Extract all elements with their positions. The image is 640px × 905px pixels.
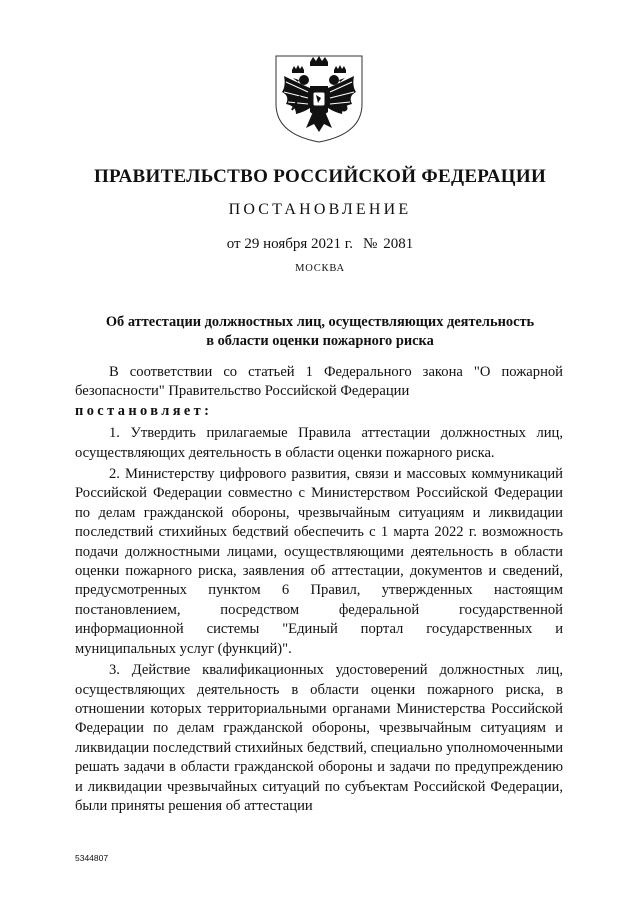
subject-line-1: Об аттестации должностных лиц, осуществляющих деятельность <box>105 314 535 330</box>
document-date: от 29 ноября 2021 г. <box>226 236 353 252</box>
government-title: ПРАВИТЕЛЬСТВО РОССИЙСКОЙ ФЕДЕРАЦИИ <box>93 166 547 187</box>
document-code: 5344807 <box>75 853 109 863</box>
resolves-word: постановляет: <box>75 402 213 419</box>
document-body <box>75 363 563 818</box>
paragraph-item-2: 2. Министерству цифрового развития, связи и массовых коммуникаций Российской Федерации совместно с Министерством Российской Федерации по делам гражданской обороны, чрезвычайным ситуациям и ликвидации последствий стихийных бедствий обеспечить с 1 марта 2022 г. возможность подачи должностными лицами, осуществляющими деятельность в области оценки пожарного риска, заявления об аттестации, документов и сведений, предусмотренных пунктом 6 Правил, утвержденных настоящим постановлением, посредством федеральной государственной информационной системы "Единый портал государственных и муниципальных услуг (функций)". <box>75 466 563 657</box>
document-date-line <box>0 236 640 253</box>
city: МОСКВА <box>295 263 345 274</box>
paragraph-item-1: 1. Утвердить прилагаемые Правила аттестации должностных лиц, осуществляющих деятельность в области оценки пожарного риска. <box>75 425 563 461</box>
document-type: ПОСТАНОВЛЕНИЕ <box>228 201 412 218</box>
number-sign: № <box>362 236 378 252</box>
document-subject <box>80 313 560 351</box>
preamble-paragraph: В соответствии со статьей 1 Федерального закона "О пожарной безопасности" Правительство Российской Федерации <box>75 364 563 400</box>
paragraph-item-3: 3. Действие квалификационных удостоверений должностных лиц, осуществляющих деятельность в области оценки пожарного риска, в отношении которых территориальными органами Министерства Российской Федерации по делам гражданской обороны, чрезвычайным ситуациям и ликвидации последствий стихийных бедствий, специально уполномоченными решать задачи в области гражданской обороны и задачи по предупреждению и ликвидации чрезвычайных ситуаций по субъектам Российской Федерации, были приняты решения об аттестации <box>75 662 564 814</box>
subject-line-2: в области оценки пожарного риска <box>206 333 434 349</box>
russian-coat-of-arms-icon <box>270 52 368 144</box>
document-number: 2081 <box>383 236 414 252</box>
